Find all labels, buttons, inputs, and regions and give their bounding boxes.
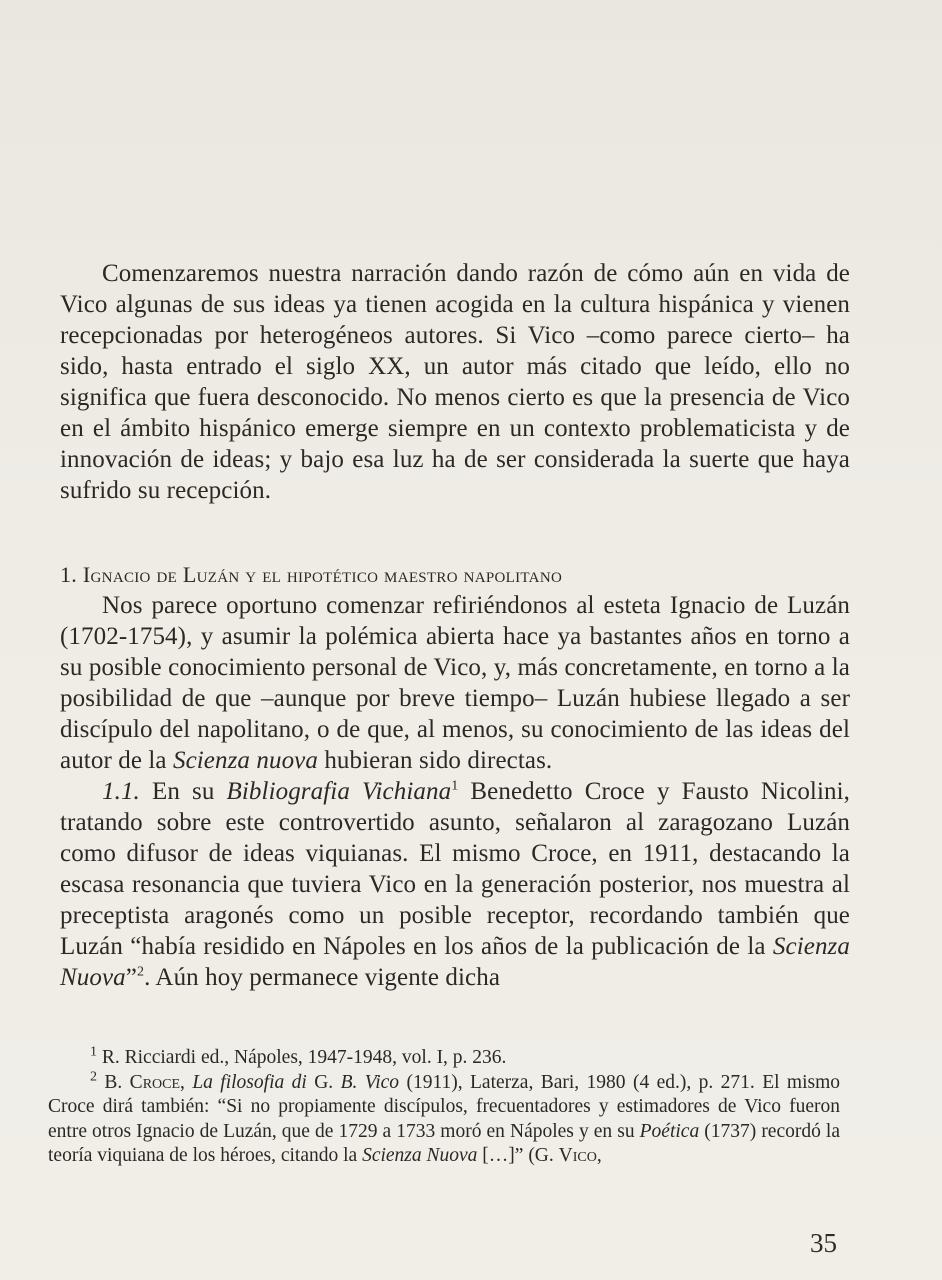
fn2-author-vico: Vico [558,1145,597,1166]
footnote-1-text: R. Ricciardi ed., Nápoles, 1947-1948, vol. I, p. 236. [97,1047,507,1068]
fn2-text-f: , [596,1145,602,1166]
subsection-number: 1.1. [102,778,140,805]
bleed-through-text [70,14,850,44]
fn2-title-b: B. Vico [340,1071,400,1093]
p1-text-a: Nos parece oportuno comenzar refiriéndonos al esteta Ignacio de Luzán (1702-1754), y asumir la polémica abierta hace ya bastantes años en torno a su posible conocimiento personal de Vico, y, más concretamente, en torno a la posibilidad de que –aunque por breve tiempo– Luzán hubiese llegado a ser discípulo del napolitano, o de que, al menos, su conocimiento de las ideas del autor de la [60,592,850,774]
p2-title-bibliografia: Bibliografia Vichiana [226,778,452,805]
p2-text-d: . Aún hoy permanece vigente dicha [144,964,501,991]
p2-text-a: En su [139,778,227,805]
footnote-2 [48,1071,840,1169]
fn2-sep: , [180,1071,193,1093]
p2-close-quote: ” [125,964,137,991]
section-number: 1. [60,562,78,587]
section-paragraph-1 [60,590,850,776]
footnote-1-number: 1 [90,1044,97,1060]
fn2-text-e: […]” (G. [477,1145,559,1166]
fn2-text-c: (1911), Laterza, Bari, 1980 (4 ed.), p. 271. El mismo Croce dirá también: “Si no propiamente discípulos, frecuentadores y estimadores de Vico fueron entre otros Ignacio de Luzán, que de 1729 a 1733 moró en Nápoles y en su [48,1071,841,1142]
intro-paragraph: Comenzaremos nuestra narración dando razón de cómo aún en vida de Vico algunas de sus ideas ya tienen acogida en la cultura hispánica y vienen recepcionadas por heterogéneos autores. Si Vico –como parece cierto– ha sido, hasta entrado el siglo XX, un autor más citado que leído, ello no significa que fuera desconocido. No menos cierto es que la presencia de Vico en el ámbito hispánico emerge siempre en un contexto problematicista y de innovación de ideas; y bajo esa luz ha de ser considerada la suerte que haya sufrido su recepción. [60,260,850,504]
section-title: Ignacio de Luzán y el hipotético maestro napolitano [82,562,563,587]
fn2-text-b: G. [306,1071,341,1093]
footnote-2-number: 2 [90,1069,97,1084]
footnote-ref-2[interactable]: 2 [136,964,145,980]
fn2-title-scienza-nuova: Scienza Nuova [362,1145,478,1166]
p1-title-scienza-nuova: Scienza nuova [172,747,318,774]
section-1 [60,560,850,993]
page-number: 35 [810,1228,837,1258]
fn2-text-d: (1737) recordó la teoría viquiana de los héroes, citando la [48,1120,841,1166]
footnote-1 [48,1046,840,1071]
intro-block [60,258,850,506]
p1-text-b: hubieran sido directas. [317,747,553,774]
p2-title-scienza-nuova: Scienza Nuova [60,933,850,991]
footnote-ref-1[interactable]: 1 [451,778,459,794]
section-heading [60,560,850,590]
footnote-2-author: B. Croce [104,1071,181,1093]
p2-text-b: Benedetto Croce y Fausto Nicolini, tratando sobre este controvertido asunto, señalaron al zaragozano Luzán como difusor de ideas viquianas. El mismo Croce, en 1911, destacando la escasa resonancia que tuviera Vico en la generación posterior, nos muestra al preceptista aragonés como un posible receptor, recordando también que Luzán “había residido en Nápoles en los años de la publicación de la [60,778,851,960]
fn2-title-poetica: Poética [639,1120,700,1142]
fn2-title-a: La filosofia di [192,1071,307,1093]
footnotes [48,1046,840,1169]
section-paragraph-2 [60,776,850,993]
